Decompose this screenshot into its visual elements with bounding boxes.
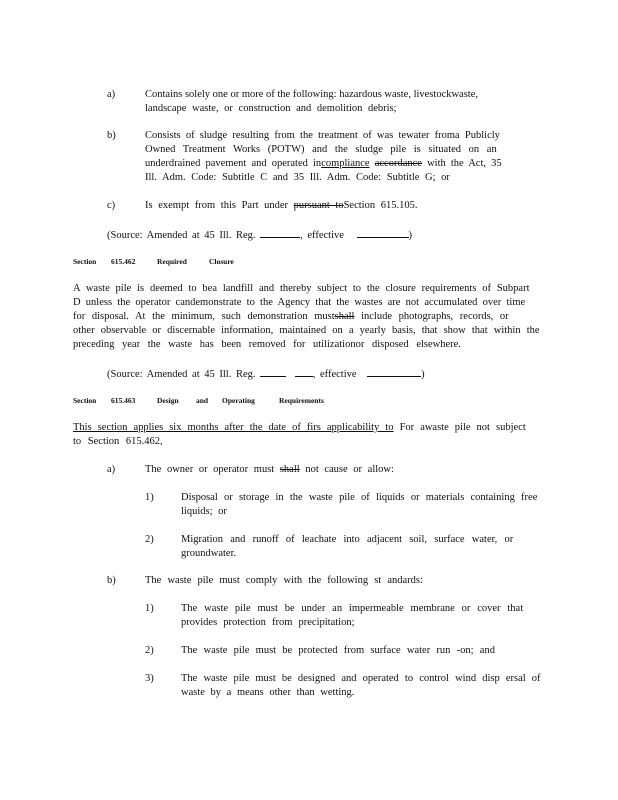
item-b-struck-accordance: accordance bbox=[374, 158, 422, 169]
b3-line2: waste by a means other than wetting. bbox=[181, 687, 355, 698]
section-463-inserted-text: This section applies six months after the date of firs applicability to bbox=[73, 422, 394, 433]
sub-a-end: not cause or allow: bbox=[305, 464, 394, 475]
sub-a-struck-shall: shall bbox=[279, 464, 300, 475]
section-462-title-2: Closure bbox=[209, 257, 234, 266]
section-462-line3-end: include photographs, records, or bbox=[361, 311, 509, 322]
item-a-label: a) bbox=[107, 89, 116, 100]
section-463-title-1: Design bbox=[157, 396, 179, 405]
section-462-line4: other observable or discernable information, maintained on a yearly basis, that show that within the bbox=[73, 325, 540, 336]
b1-line2: provides protection from precipitation; bbox=[181, 617, 355, 628]
a1-line1: Disposal or storage in the waste pile of liquids or materials containing free bbox=[181, 492, 538, 503]
section-463-heading bbox=[73, 396, 324, 406]
item-b-label: b) bbox=[107, 130, 116, 141]
item-c-line bbox=[145, 199, 417, 213]
b2-label: 2) bbox=[145, 645, 154, 656]
a2-label: 2) bbox=[145, 534, 154, 545]
source-note-2-effective: effective bbox=[320, 369, 357, 380]
source-note-2 bbox=[107, 366, 425, 382]
a1-line2: liquids; or bbox=[181, 506, 227, 517]
effective-blank bbox=[357, 227, 409, 238]
section-463-title-2: and bbox=[196, 396, 209, 405]
sub-b-line: The waste pile must comply with the following st andards: bbox=[145, 575, 423, 586]
section-462-line5: preceding year the waste has been removed for utilizationor disposed elsewhere. bbox=[73, 339, 461, 350]
item-b-line3-text: underdrained pavement and operated in bbox=[145, 158, 322, 169]
sub-b-label: b) bbox=[107, 575, 116, 586]
reg-blank-2a bbox=[260, 366, 286, 377]
item-b-line3-end: with the Act, 35 bbox=[427, 158, 502, 169]
b1-label: 1) bbox=[145, 603, 154, 614]
section-463-label: Section bbox=[73, 396, 97, 405]
item-c-text: Is exempt from this Part under bbox=[145, 200, 289, 211]
sub-a-line bbox=[145, 463, 394, 477]
item-c-end: Section 615.105. bbox=[343, 200, 418, 211]
section-462-line2: D unless the operator candemonstrate to the Agency that the wastes are not accumulated over time bbox=[73, 297, 526, 308]
section-462-title-1: Required bbox=[157, 257, 187, 266]
section-463-line2: to Section 615.462, bbox=[73, 436, 163, 447]
item-c-label: c) bbox=[107, 200, 116, 211]
item-b-line2: Owned Treatment Works (POTW) and the sludge pile is situated on an bbox=[145, 144, 497, 155]
section-463-title-4: Requirements bbox=[279, 396, 324, 405]
section-463-line1-end: For awaste pile not subject bbox=[399, 422, 526, 433]
section-462-line3 bbox=[73, 310, 509, 324]
source-note-2-close: ) bbox=[421, 369, 425, 380]
a1-label: 1) bbox=[145, 492, 154, 503]
b1-line1: The waste pile must be under an impermeable membrane or cover that bbox=[181, 603, 524, 614]
item-c-struck: pursuant to bbox=[293, 200, 344, 211]
source-note-1-text: (Source: Amended at 45 Ill. Reg. bbox=[107, 230, 256, 241]
section-462-number: 615.462 bbox=[111, 257, 136, 266]
effective-blank-2 bbox=[367, 366, 421, 377]
section-463-line1 bbox=[73, 421, 526, 435]
section-462-heading bbox=[73, 257, 234, 267]
b2-line1: The waste pile must be protected from surface water run -on; and bbox=[181, 645, 495, 656]
sub-a-text: The owner or operator must bbox=[145, 464, 275, 475]
sub-a-label: a) bbox=[107, 464, 116, 475]
item-b-line4: Ill. Adm. Code: Subtitle C and 35 Ill. Adm. Code: Subtitle G; or bbox=[145, 172, 450, 183]
item-b-inserted-compliance: compliance bbox=[321, 158, 370, 169]
source-note-2-comma: , bbox=[312, 369, 316, 380]
item-b-line3 bbox=[145, 157, 502, 171]
section-463-title-3: Operating bbox=[222, 396, 255, 405]
reg-blank bbox=[260, 227, 300, 238]
item-a-line2: landscape waste, or construction and demolition debris; bbox=[145, 103, 397, 114]
source-note-1-close: ) bbox=[408, 230, 413, 241]
a2-line2: groundwater. bbox=[181, 548, 237, 559]
b3-line1: The waste pile must be designed and operated to control wind disp ersal of bbox=[181, 673, 541, 684]
section-462-label: Section bbox=[73, 257, 97, 266]
item-a-line1 bbox=[145, 88, 515, 102]
section-462-line1: A waste pile is deemed to bea landfill and thereby subject to the closure requirements of Subpart bbox=[73, 283, 530, 294]
section-462-struck-shall: shall bbox=[334, 311, 355, 322]
source-note-2-text: (Source: Amended at 45 Ill. Reg. bbox=[107, 369, 256, 380]
a2-line1: Migration and runoff of leachate into adjacent soil, surface water, or bbox=[181, 534, 514, 545]
reg-blank-2b bbox=[295, 366, 313, 377]
item-a-line1-text: Contains solely one or more of the following: hazardous waste, livestockwaste, bbox=[145, 89, 479, 100]
source-note-1-effective: , effective bbox=[300, 230, 344, 241]
section-463-number: 615.463 bbox=[111, 396, 136, 405]
source-note-1 bbox=[107, 227, 412, 243]
section-462-line3-text: for disposal. At the minimum, such demonstration must bbox=[73, 311, 335, 322]
item-b-line1: Consists of sludge resulting from the treatment of was tewater froma Publicly bbox=[145, 130, 500, 141]
b3-label: 3) bbox=[145, 673, 154, 684]
